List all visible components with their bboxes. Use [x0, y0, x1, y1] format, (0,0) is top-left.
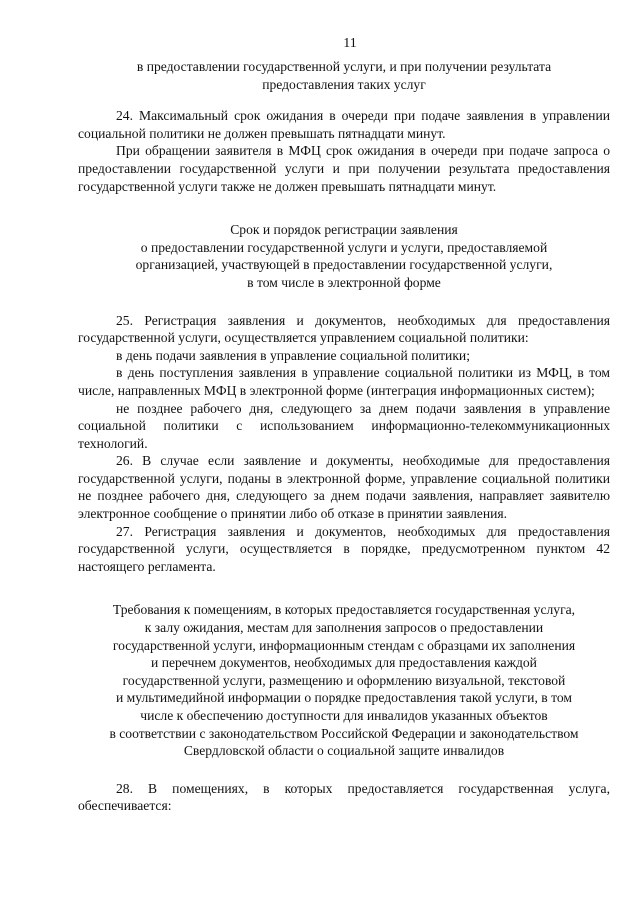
heading-line: Срок и порядок регистрации заявления — [230, 222, 458, 238]
heading-line: числе к обеспечению доступности для инвалидов указанных объектов — [140, 708, 548, 723]
paragraph-28: 28. В помещениях, в которых предоставляется государственная услуга, обеспечивается: — [78, 780, 610, 814]
paragraph-25: 25. Регистрация заявления и документов, необходимых для предоставления государственной услуги, осуществляется управлением социальной политики: — [78, 312, 610, 346]
section-heading-registration — [78, 221, 610, 291]
heading-line: Свердловской области о социальной защите инвалидов — [183, 743, 505, 759]
heading-line: в соответствии с законодательством Российской Федерации и законодательством — [109, 725, 579, 741]
paragraph-27: 27. Регистрация заявления и документов, необходимых для предоставления государственной услуги, осуществляется в порядке, предусмотренном пунктом 42 настоящего регламента. — [78, 523, 610, 574]
carry-over-text: в предоставлении государственной услуги, и при получении результата предоставления таких услуг — [136, 59, 552, 92]
section-heading-premises — [78, 601, 610, 759]
heading-line: государственной услуги, информационным стендам с образцами их заполнения — [112, 637, 576, 653]
heading-line: к залу ожидания, местам для заполнения запросов о предоставлении — [144, 620, 544, 636]
paragraph-26: 26. В случае если заявление и документы, необходимые для предоставления государственной услуги, поданы в электронной форме, управление социальной политики не позднее рабочего дня, следующего за днем подачи заявления, направляет заявителю электронное сообщение о принятии либо об отказе в принятии заявления. — [78, 453, 610, 522]
paragraph-25-item-c: не позднее рабочего дня, следующего за днем подачи заявления в управление социальной политики с использованием информационно-телекоммуникационных технологий. — [78, 400, 610, 451]
heading-line: организацией, участвующей в предоставлении государственной услуги, — [135, 257, 553, 273]
page-number: 11 — [343, 36, 357, 51]
paragraph-25-item-a: в день подачи заявления в управление социальной политики; — [116, 347, 470, 363]
heading-line: в том числе в электронной форме — [247, 274, 441, 290]
heading-line: Требования к помещениям, в которых предоставляется государственная услуга, — [112, 602, 576, 618]
heading-line: и перечнем документов, необходимых для предоставления каждой — [151, 655, 537, 671]
heading-line: и мультимедийной информации о порядке предоставления такой услуги, в том — [116, 690, 572, 706]
paragraph-25-item-b: в день поступления заявления в управление социальной политики из МФЦ, в том числе, направленных МФЦ в электронной форме (интеграция информационных систем); — [78, 365, 610, 398]
paragraph-24: 24. Максимальный срок ожидания в очереди при подаче заявления в управлении социальной политики не должен превышать пятнадцати минут. — [78, 108, 610, 141]
heading-line: государственной услуги, размещению и оформлению визуальной, текстовой — [122, 672, 566, 688]
paragraph-24-mfc: При обращении заявителя в МФЦ срок ожидания в очереди при подаче запроса о предоставлении государственной услуги и при получении результата предоставления государственной услуги также не должен превышать пятнадцати минут. — [78, 143, 610, 194]
heading-line: о предоставлении государственной услуги и услуги, предоставляемой — [140, 239, 548, 255]
